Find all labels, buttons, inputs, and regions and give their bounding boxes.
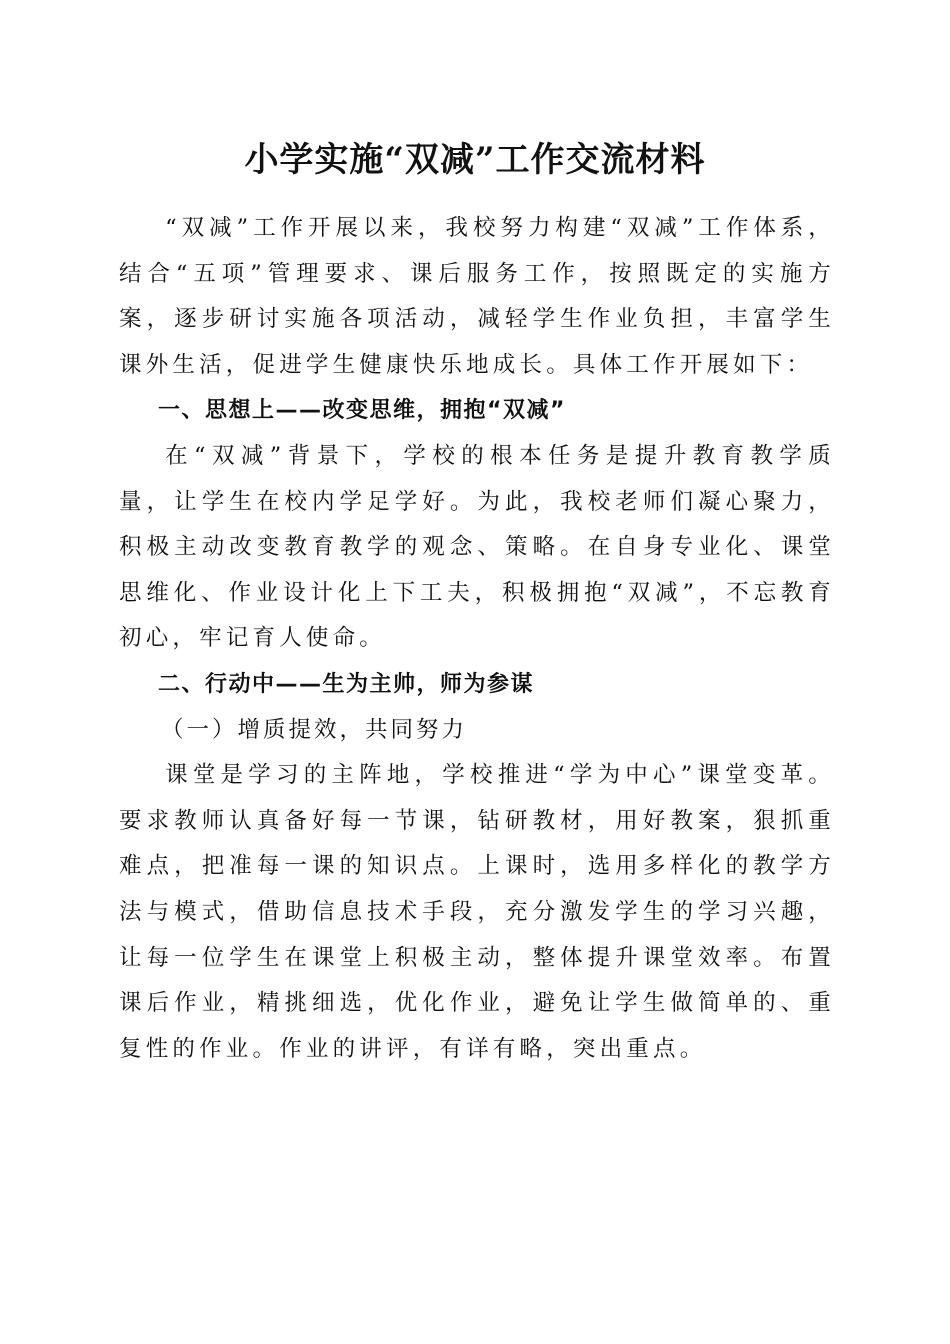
subsection-1-paragraph: 课堂是学习的主阵地，学校推进“学为中心”课堂变革。要求教师认真备好每一节课，钻研教材，用好教案，狠抓重难点，把准每一课的知识点。上课时，选用多样化的教学方法与模式，借助信息技术手段，充分激发学生的学习兴趣，让每一位学生在课堂上积极主动，整体提升课堂效率。布置课后作业，精挑细选，优化作业，避免让学生做简单的、重复性的作业。作业的讲评，有详有略，突出重点。 — [119, 762, 835, 1062]
document-body — [119, 206, 835, 1072]
section-2-heading: 二、行动中——生为主帅，师为参谋 — [158, 671, 535, 697]
document-title: 小学实施“双减”工作交流材料 — [244, 140, 706, 180]
section-1-heading: 一、思想上——改变思维，拥抱“双减” — [158, 398, 566, 424]
subsection-1-heading: （一）增质提效，共同努力 — [161, 716, 468, 743]
section-1-paragraph: 在“双减”背景下，学校的根本任务是提升教育教学质量，让学生在校内学足学好。为此，我校老师们凝心聚力，积极主动改变教育教学的观念、策略。在自身专业化、课堂思维化、作业设计化上下工夫，积极拥抱“双减”，不忘教育初心，牢记育人使命。 — [119, 442, 835, 652]
intro-paragraph: “双减”工作开展以来，我校努力构建“双减”工作体系，结合“五项”管理要求、课后服务工作，按照既定的实施方案，逐步研讨实施各项活动，减轻学生作业负担，丰富学生课外生活，促进学生健康快乐地成长。具体工作开展如下： — [119, 215, 835, 378]
